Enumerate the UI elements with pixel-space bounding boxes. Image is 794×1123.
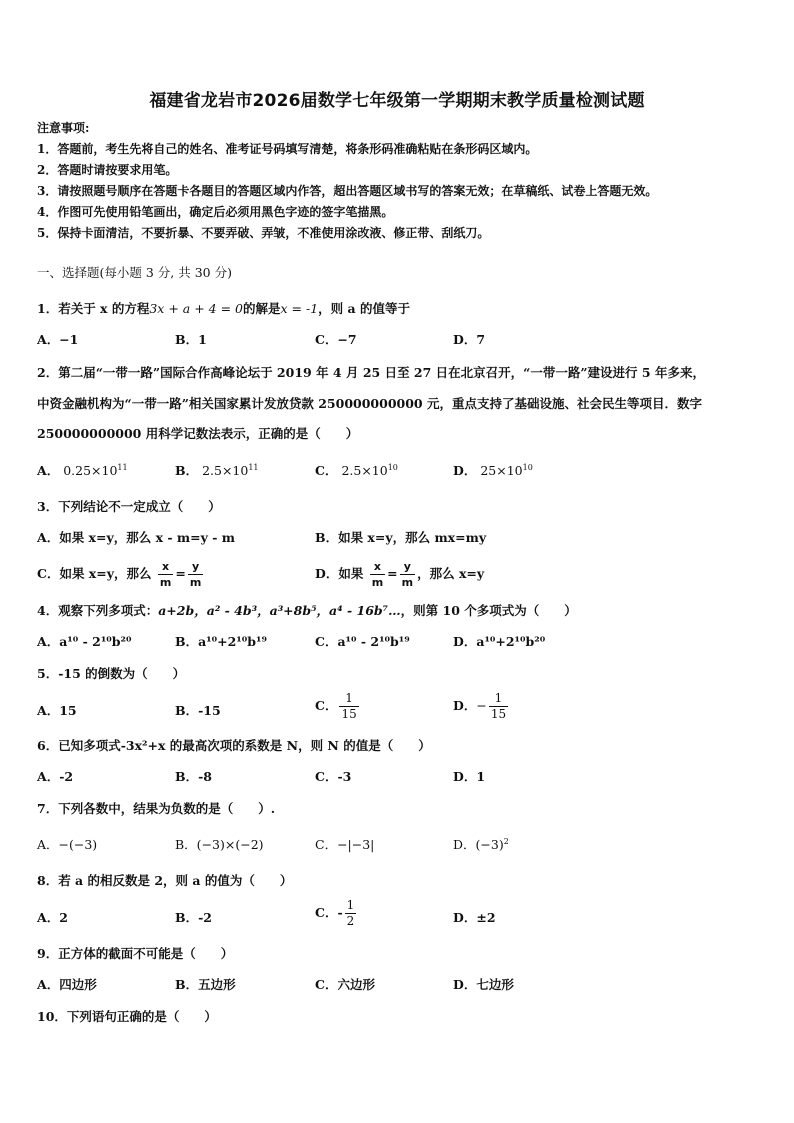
q1-option-c: C．−7 xyxy=(315,332,357,347)
q6-stem: 6．已知多项式-3x²+x 的最高次项的系数是 N，则 N 的值是（ ） xyxy=(37,738,431,753)
q4-option-b: B．a¹⁰+2¹⁰b¹⁹ xyxy=(175,634,267,649)
q7-option-d: D．$(-3)^2$ xyxy=(453,837,509,852)
q7-option-c: C．−|−3| xyxy=(315,837,375,852)
q8-option-a: A．2 xyxy=(37,910,68,925)
q4-terms: a+2b，a² - 4b³，a³+8b⁵，a⁴ - 16b⁷… xyxy=(158,603,401,618)
q4-option-a: A．a¹⁰ - 2¹⁰b²⁰ xyxy=(37,634,132,649)
q10-stem: 10．下列语句正确的是（ ） xyxy=(37,1009,217,1024)
q9-stem: 9．正方体的截面不可能是（ ） xyxy=(37,946,234,961)
q7-option-b: B．(−3)×(−2) xyxy=(175,837,264,852)
q1-option-d: D．7 xyxy=(453,332,486,347)
section-heading: 一、选择题(每小题 3 分, 共 30 分) xyxy=(37,265,232,280)
notice-item-4: 4．作图可先使用铅笔画出，确定后必须用黑色字迹的签字笔描黑。 xyxy=(37,205,394,219)
q1-option-b: B．1 xyxy=(175,332,207,347)
q9-option-d: D．七边形 xyxy=(453,977,514,992)
q5-option-a: A．15 xyxy=(37,703,77,718)
notice-item-3: 3．请按照题号顺序在答题卡各题目的答题区域内作答，超出答题区域书写的答案无效；在草稿纸、试卷上答题无效。 xyxy=(37,184,658,198)
q2-option-b: B． $2.5\times 10^{11}$ xyxy=(175,463,259,478)
notice-heading: 注意事项: xyxy=(37,121,90,135)
notice-item-1: 1．答题前，考生先将自己的姓名、准考证号码填写清楚，将条形码准确粘贴在条形码区域内。 xyxy=(37,142,538,156)
page-title: 福建省龙岩市2026届数学七年级第一学期期末教学质量检测试题 xyxy=(149,91,645,111)
q6-option-c: C．-3 xyxy=(315,769,352,784)
q1-option-a: A．−1 xyxy=(37,332,79,347)
q2-line-3: 250000000000 用科学记数法表示，正确的是（ ） xyxy=(37,426,359,441)
q2-line-1: 2．第二届“一带一路”国际合作高峰论坛于 2019 年 4 月 25 日至 27 日在北京召开，“一带一路”建设进行 5 年多来， xyxy=(37,365,705,380)
q5-stem: 5．-15 的倒数为（ ） xyxy=(37,666,186,681)
q9-option-a: A．四边形 xyxy=(37,977,97,992)
q7-stem: 7．下列各数中，结果为负数的是（ ）. xyxy=(37,801,276,816)
q5-option-c: C． $\frac{1}{15}$ xyxy=(315,691,357,721)
q4-option-d: D．a¹⁰+2¹⁰b²⁰ xyxy=(453,634,546,649)
q3-option-a: A．如果 x=y，那么 x - m=y - m xyxy=(37,530,236,545)
q3-c-fraction-2: $\frac{y}{m}$ xyxy=(189,560,202,589)
q3-option-d: D．如果 $\frac{x}{m}$ = $\frac{y}{m}$ ，那么 x=y xyxy=(315,560,485,589)
q9-option-b: B．五边形 xyxy=(175,977,236,992)
q3-c-fraction-1: $\frac{x}{m}$ xyxy=(159,560,172,589)
q3-d-fraction-2: $\frac{y}{m}$ xyxy=(401,560,414,589)
notice-item-2: 2．答题时请按要求用笔。 xyxy=(37,163,178,177)
q2-option-d: D． $25\times 10^{10}$ xyxy=(453,463,533,478)
q3-d-fraction-1: $\frac{x}{m}$ xyxy=(371,560,384,589)
question-4: 4．观察下列多项式：a+2b，a² - 4b³，a³+8b⁵，a⁴ - 16b⁷…，则第 10 个多项式为（ ） xyxy=(37,603,577,618)
q2-line-2: 中资金融机构为“一带一路”相关国家累计发放贷款 250000000000 元，重点支持了基础设施、社会民生等项目．数字 xyxy=(37,396,702,411)
q3-option-b: B．如果 x=y，那么 mx=my xyxy=(315,530,487,545)
q8-option-c: C．- $\frac{1}{2}$ xyxy=(315,898,355,928)
q1-text-post: ，则 a 的值等于 xyxy=(318,301,410,316)
q5-d-fraction: $\frac{1}{15}$ xyxy=(490,691,507,721)
q2-option-c: C． $2.5\times 10^{10}$ xyxy=(315,463,398,478)
q8-option-b: B．-2 xyxy=(175,910,212,925)
q1-text-mid: 的解是 xyxy=(242,301,281,316)
q8-c-fraction: $\frac{1}{2}$ xyxy=(346,898,355,928)
q3-option-c: C．如果 x=y，那么 $\frac{x}{m}$ = $\frac{y}{m}$ xyxy=(37,560,202,589)
q8-stem: 8．若 a 的相反数是 2，则 a 的值为（ ） xyxy=(37,873,293,888)
question-1 xyxy=(37,301,410,317)
q7-option-a: A．−(−3) xyxy=(37,837,98,852)
q8-option-d: D．±2 xyxy=(453,910,496,925)
q1-equation: 3x + a + 4 = 0 xyxy=(149,301,243,316)
q5-option-b: B．-15 xyxy=(175,703,221,718)
q5-option-d: D．− $\frac{1}{15}$ xyxy=(453,691,507,721)
q2-option-a: A． $0.25\times 10^{11}$ xyxy=(37,463,128,478)
q1-text-pre: 1．若关于 x 的方程 xyxy=(37,301,150,316)
q4-option-c: C．a¹⁰ - 2¹⁰b¹⁹ xyxy=(315,634,410,649)
q6-option-d: D．1 xyxy=(453,769,486,784)
q1-solution: x = -1 xyxy=(280,301,319,316)
q3-stem: 3．下列结论不一定成立（ ） xyxy=(37,499,221,514)
q6-option-b: B．-8 xyxy=(175,769,212,784)
q6-option-a: A．-2 xyxy=(37,769,74,784)
notice-item-5: 5．保持卡面清洁，不要折暴、不要弄破、弄皱，不准使用涂改液、修正带、刮纸刀。 xyxy=(37,226,490,240)
q9-option-c: C．六边形 xyxy=(315,977,375,992)
q5-c-fraction: $\frac{1}{15}$ xyxy=(341,691,357,721)
